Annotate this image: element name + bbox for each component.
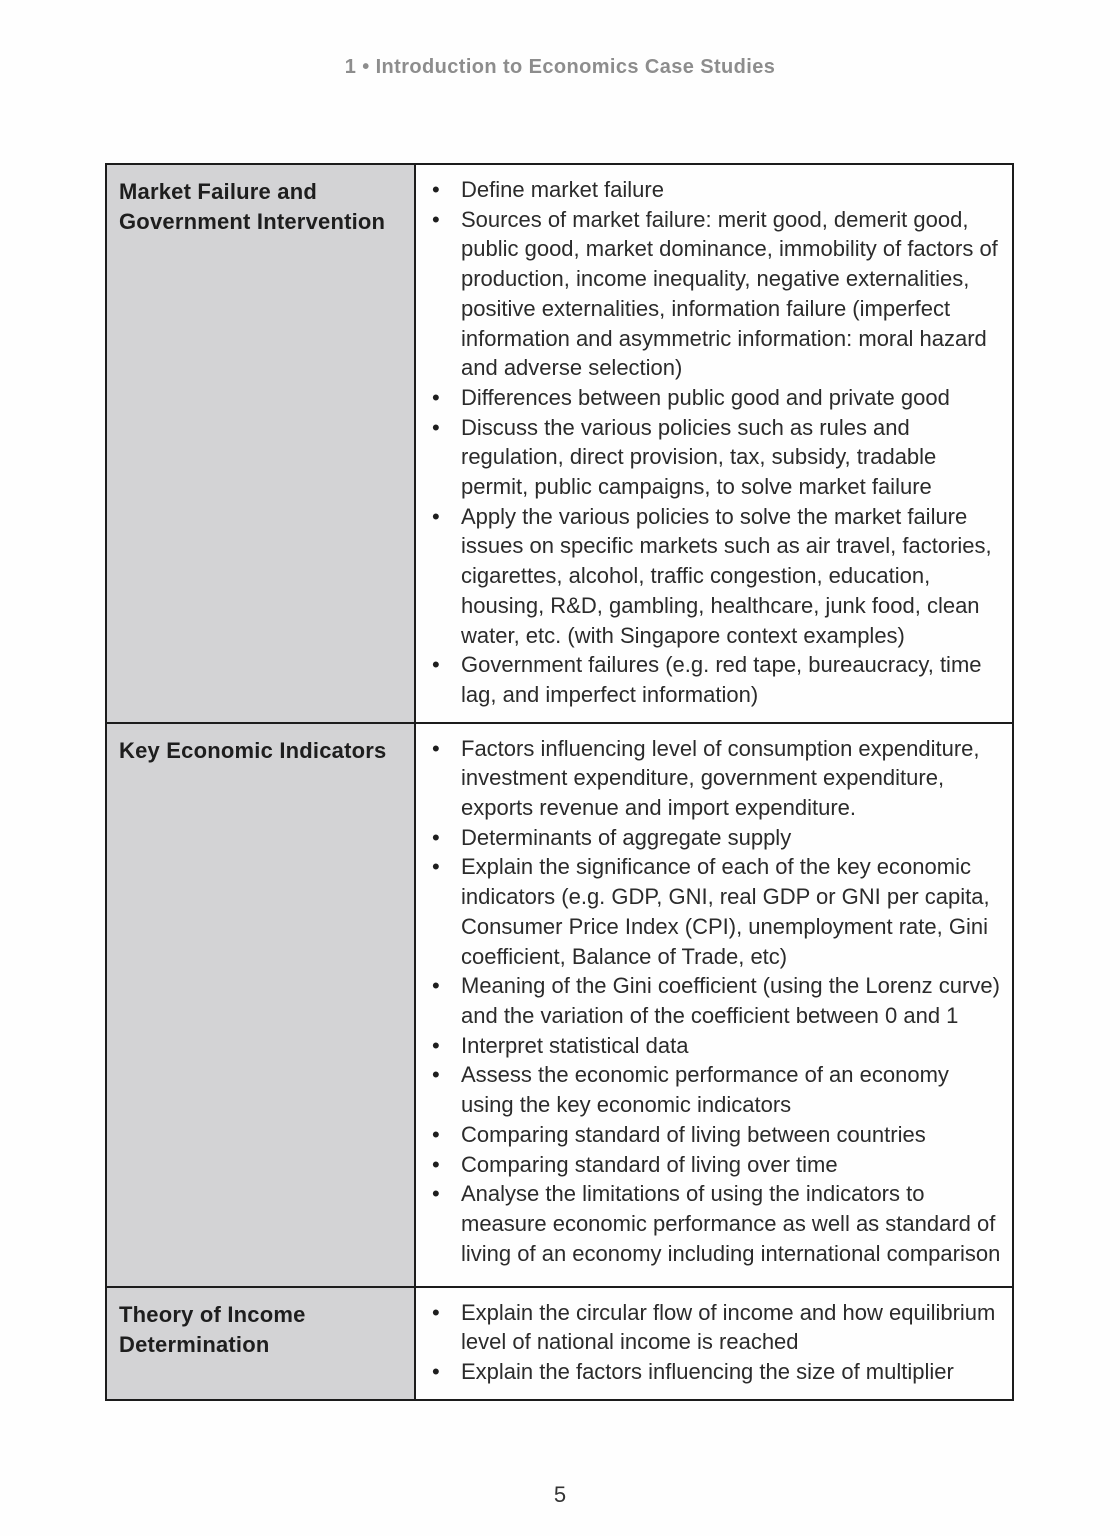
bullet-icon: • [432,1299,440,1325]
chapter-header: 1 • Introduction to Economics Case Studies [344,56,776,78]
point-text: Apply the various policies to solve the market failure issues on specific markets such as air travel, factories, cigarettes, alcohol, traffic congestion, education, housing, R&D, gambling, healthcare, junk food, clean water, etc. (with Singapore context examples) [461,503,992,648]
point-text: Government failures (e.g. red tape, bureaucracy, time lag, and imperfect information) [461,652,982,707]
topic-cell: Key Economic Indicators [106,723,415,1287]
bullet-icon: • [432,973,440,999]
points-list [430,175,1002,710]
point-text: Meaning of the Gini coefficient (using the Lorenz curve) and the variation of the coefficient between 0 and 1 [461,973,1000,1028]
bullet-icon: • [432,652,440,678]
bullet-icon: • [432,206,440,232]
bullet-icon: • [432,177,440,202]
point-item [430,734,1002,823]
points-cell [415,1287,1013,1400]
points-cell [415,164,1013,723]
point-item [430,1060,1002,1119]
point-text: Sources of market failure: merit good, demerit good, public good, market dominance, immobility of factors of production, income inequality, negative externalities, positive externalities, information failure (imperfect information and asymmetric information: moral hazard and adverse selection) [461,206,998,381]
point-item [430,823,1002,853]
point-item [430,971,1002,1030]
bullet-icon: • [432,503,440,529]
point-item [430,1179,1002,1268]
point-text: Explain the significance of each of the key economic indicators (e.g. GDP, GNI, real GDP or GNI per capita, Consumer Price Index (CPI), unemployment rate, Gini coefficient, Balance of Trade, etc) [461,854,990,969]
bullet-icon: • [432,1032,440,1058]
topic-row [106,164,1013,723]
bullet-icon: • [432,735,440,761]
bullet-icon: • [432,384,440,410]
point-text: Explain the circular flow of income and how equilibrium level of national income is reached [461,1299,996,1355]
point-item [430,1298,1002,1357]
bullet-icon: • [432,1359,440,1385]
topic-row [106,723,1013,1287]
points-list [430,1298,1002,1387]
point-text: Comparing standard of living over time [461,1151,838,1177]
point-item [430,1357,1002,1387]
bullet-icon: • [432,1151,440,1177]
point-item [430,1120,1002,1150]
point-item [430,852,1002,971]
topics-table-body [106,164,1013,1400]
point-text: Comparing standard of living between countries [461,1121,926,1147]
point-text: Factors influencing level of consumption expenditure, investment expenditure, government expenditure, exports revenue and import expenditure. [461,735,980,821]
topic-row [106,1287,1013,1400]
topics-table [105,163,1014,1401]
bullet-icon: • [432,824,440,850]
bullet-icon: • [432,1062,440,1088]
bullet-icon: • [432,414,440,440]
point-text: Explain the factors influencing the size of multiplier [461,1359,954,1385]
point-text: Discuss the various policies such as rules and regulation, direct provision, tax, subsidy, tradable permit, public campaigns, to solve market failure [461,414,937,500]
point-item [430,1031,1002,1061]
points-list [430,734,1002,1269]
bullet-icon: • [432,854,440,880]
point-item [430,1150,1002,1180]
point-text: Determinants of aggregate supply [461,824,792,850]
point-text: Analyse the limitations of using the indicators to measure economic performance as well as standard of living of an economy including international comparison [461,1181,1001,1266]
points-cell [415,723,1013,1287]
topic-cell: Theory of Income Determination [106,1287,415,1400]
topic-cell: Market Failure and Government Intervention [106,164,415,723]
point-text: Define market failure [461,177,664,202]
point-item [430,205,1002,383]
point-text: Differences between public good and private good [461,384,950,410]
bullet-icon: • [432,1121,440,1147]
point-item [430,383,1002,413]
point-text: Assess the economic performance of an economy using the key economic indicators [461,1062,949,1118]
point-item [430,175,1002,205]
point-item [430,650,1002,709]
point-text: Interpret statistical data [461,1032,689,1058]
point-item [430,502,1002,651]
bullet-icon: • [432,1181,440,1207]
page-number: 5 [553,1482,567,1507]
point-item [430,413,1002,502]
